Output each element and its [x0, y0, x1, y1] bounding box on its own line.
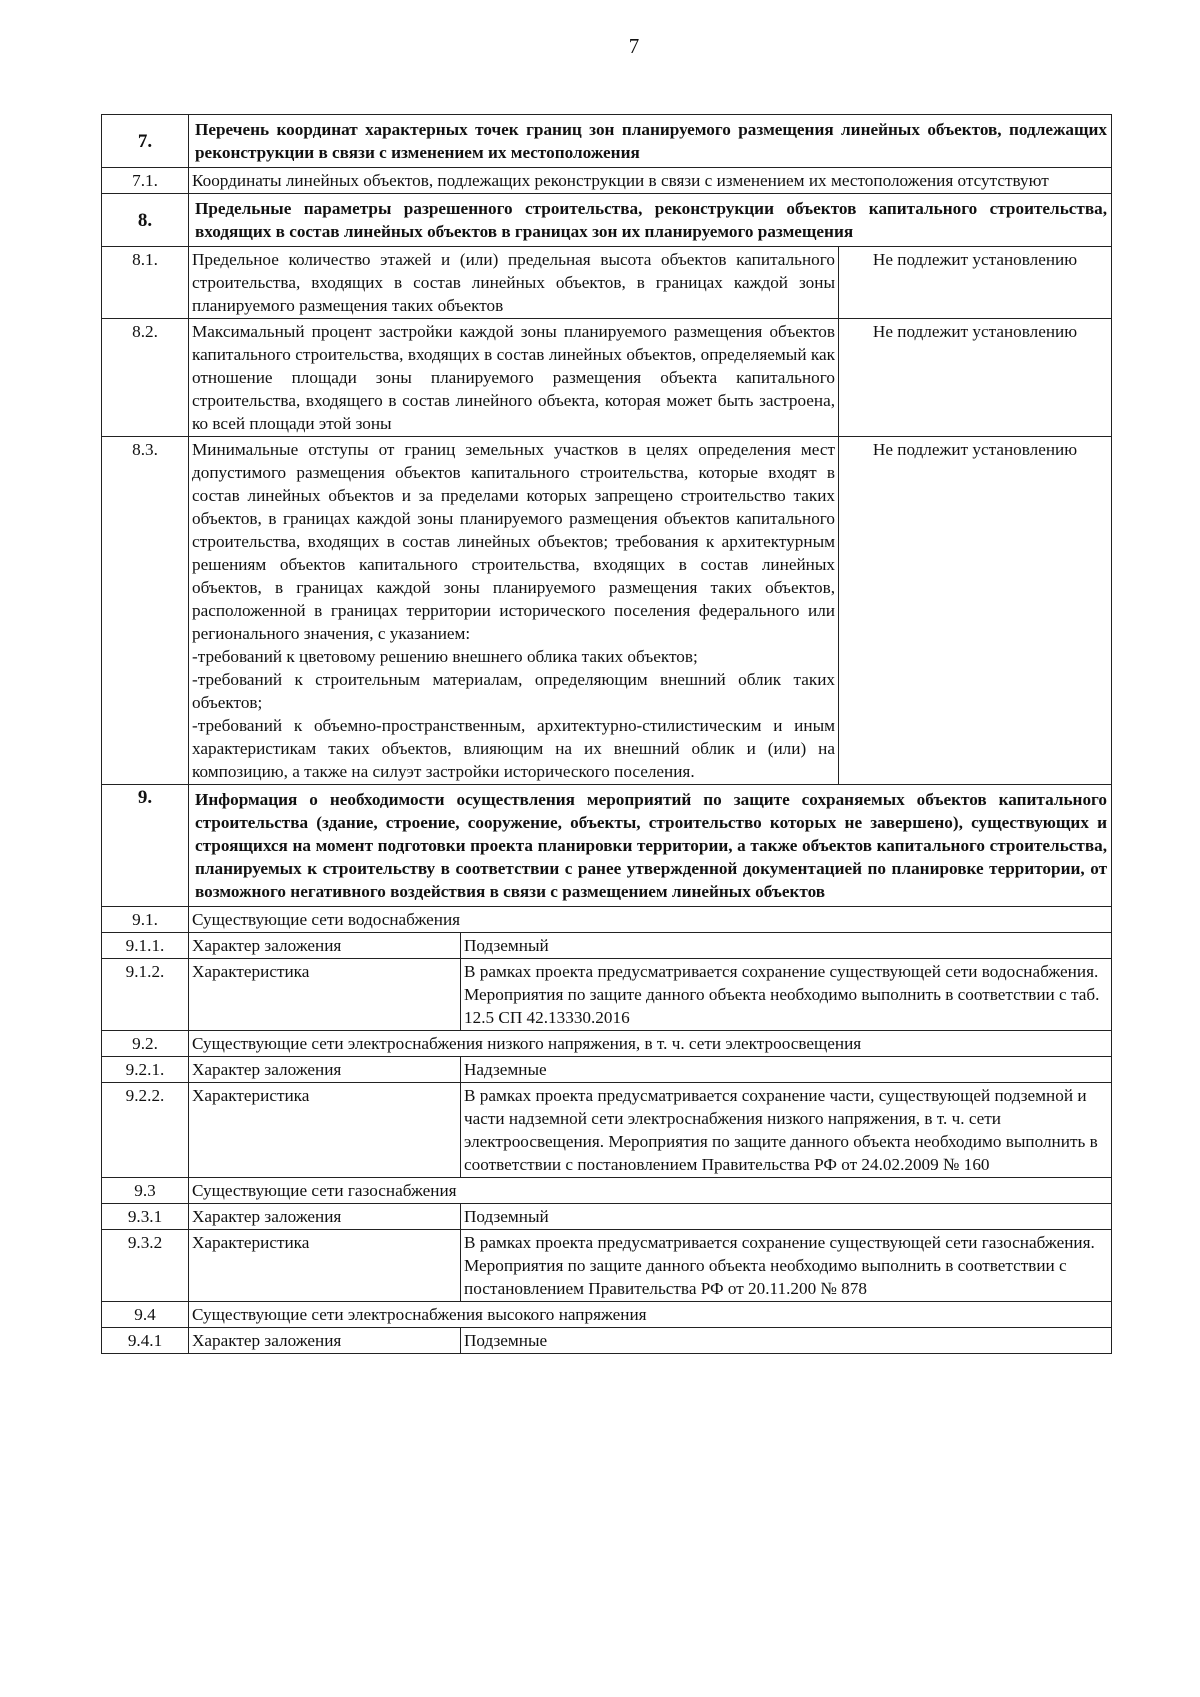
section-number: 9.: [102, 785, 189, 907]
row-label: Характеристика: [189, 1230, 461, 1302]
table-row: [102, 437, 1112, 785]
row-number: 9.3: [102, 1178, 189, 1204]
section-9-header: [102, 785, 1112, 907]
table-row: [102, 168, 1112, 194]
row-text: Максимальный процент застройки каждой зоны планируемого размещения объектов капитального строительства, входящих в состав линейных объектов, определяемый как отношение площади зоны планируемого размещения объекта капитального строительства, входящего в состав линейного объекта, которая может быть застроена, ко всей площади этой зоны: [189, 319, 839, 437]
row-number: 8.2.: [102, 319, 189, 437]
document-table: [101, 114, 1112, 1354]
row-value: В рамках проекта предусматривается сохранение части, существующей подземной и части надземной сети электроснабжения низкого напряжения, в т. ч. сети электроосвещения. Мероприятия по защите данного объекта необходимо выполнить в соответствии с постановлением Правительства РФ от 24.02.2009 № 160: [461, 1083, 1112, 1178]
row-number: 9.2.: [102, 1031, 189, 1057]
row-value: Не подлежит установлению: [839, 319, 1112, 437]
table-row: [102, 1230, 1112, 1302]
row-bullet: -требований к строительным материалам, определяющим внешний облик таких объектов;: [192, 670, 835, 712]
table-row: [102, 959, 1112, 1031]
row-value: В рамках проекта предусматривается сохранение существующей сети водоснабжения. Мероприятия по защите данного объекта необходимо выполнить в соответствии с таб. 12.5 СП 42.13330.2016: [461, 959, 1112, 1031]
section-8-header: [102, 194, 1112, 247]
table-row: [102, 247, 1112, 319]
section-title: Информация о необходимости осуществления мероприятий по защите сохраняемых объектов капитального строительства (здание, строение, сооружение, объекты, строительство которых не завершено), существующих и строящихся на момент подготовки проекта планировки территории, а также объектов капитального строительства, планируемых к строительству в соответствии с ранее утвержденной документацией по планировке территории, от возможного негативного воздействия в связи с размещением линейных объектов: [189, 785, 1112, 907]
row-number: 8.3.: [102, 437, 189, 785]
row-text: Координаты линейных объектов, подлежащих реконструкции в связи с изменением их местоположения отсутствуют: [189, 168, 1112, 194]
subsection-header: [102, 1302, 1112, 1328]
row-value: Не подлежит установлению: [839, 247, 1112, 319]
section-number: 8.: [102, 194, 189, 247]
subsection-header: [102, 1031, 1112, 1057]
subsection-title: Существующие сети водоснабжения: [189, 907, 1112, 933]
row-value: Не подлежит установлению: [839, 437, 1112, 785]
row-number: 9.1.1.: [102, 933, 189, 959]
section-number: 7.: [102, 115, 189, 168]
row-value: В рамках проекта предусматривается сохранение существующей сети газоснабжения. Мероприятия по защите данного объекта необходимо выполнить в соответствии с постановлением Правительства РФ от 20.11.200 № 878: [461, 1230, 1112, 1302]
row-number: 9.3.2: [102, 1230, 189, 1302]
table-row: [102, 1328, 1112, 1354]
row-bullet: -требований к объемно-пространственным, архитектурно-стилистическим и иным характеристикам таких объектов, влияющим на их внешний облик и (или) на композицию, а также на силуэт застройки исторического поселения.: [192, 716, 835, 781]
section-title: Предельные параметры разрешенного строительства, реконструкции объектов капитального строительства, входящих в состав линейных объектов в границах зон их планируемого размещения: [189, 194, 1112, 247]
row-value: Подземный: [461, 1204, 1112, 1230]
row-bullet: -требований к цветовому решению внешнего облика таких объектов;: [192, 647, 698, 666]
row-number: 9.1.2.: [102, 959, 189, 1031]
subsection-header: [102, 1178, 1112, 1204]
section-7-header: [102, 115, 1112, 168]
row-paragraph: Минимальные отступы от границ земельных участков в целях определения мест допустимого размещения объектов капитального строительства, которые входят в состав линейных объектов и за пределами которых запрещено строительство таких объектов, в границах каждой зоны планируемого размещения объектов капитального строительства, входящих в состав линейных объектов; требования к архитектурным решениям объектов капитального строительства, входящих в состав линейных объектов, в границах каждой зоны планируемого размещения таких объектов, расположенной в границах территории исторического поселения федерального или регионального значения, с указанием:: [192, 440, 835, 643]
row-value: Надземные: [461, 1057, 1112, 1083]
row-number: 9.2.1.: [102, 1057, 189, 1083]
row-label: Характер заложения: [189, 1204, 461, 1230]
row-number: 9.4: [102, 1302, 189, 1328]
row-number: 7.1.: [102, 168, 189, 194]
row-label: Характер заложения: [189, 933, 461, 959]
table-row: [102, 1057, 1112, 1083]
subsection-title: Существующие сети электроснабжения низкого напряжения, в т. ч. сети электроосвещения: [189, 1031, 1112, 1057]
subsection-title: Существующие сети электроснабжения высокого напряжения: [189, 1302, 1112, 1328]
row-label: Характер заложения: [189, 1328, 461, 1354]
section-title: Перечень координат характерных точек границ зон планируемого размещения линейных объектов, подлежащих реконструкции в связи с изменением их местоположения: [189, 115, 1112, 168]
row-number: 9.2.2.: [102, 1083, 189, 1178]
table-row: [102, 933, 1112, 959]
row-text: Предельное количество этажей и (или) предельная высота объектов капитального строительства, входящих в состав линейных объектов, в границах каждой зоны планируемого размещения таких объектов: [189, 247, 839, 319]
subsection-title: Существующие сети газоснабжения: [189, 1178, 1112, 1204]
row-number: 8.1.: [102, 247, 189, 319]
row-value: Подземные: [461, 1328, 1112, 1354]
page-number: 7: [628, 34, 640, 58]
row-label: Характеристика: [189, 1083, 461, 1178]
row-number: 9.3.1: [102, 1204, 189, 1230]
table-row: [102, 1083, 1112, 1178]
row-number: 9.1.: [102, 907, 189, 933]
row-number: 9.4.1: [102, 1328, 189, 1354]
table-row: [102, 1204, 1112, 1230]
table-row: [102, 319, 1112, 437]
row-text: [189, 437, 839, 785]
row-label: Характер заложения: [189, 1057, 461, 1083]
subsection-header: [102, 907, 1112, 933]
row-value: Подземный: [461, 933, 1112, 959]
row-label: Характеристика: [189, 959, 461, 1031]
